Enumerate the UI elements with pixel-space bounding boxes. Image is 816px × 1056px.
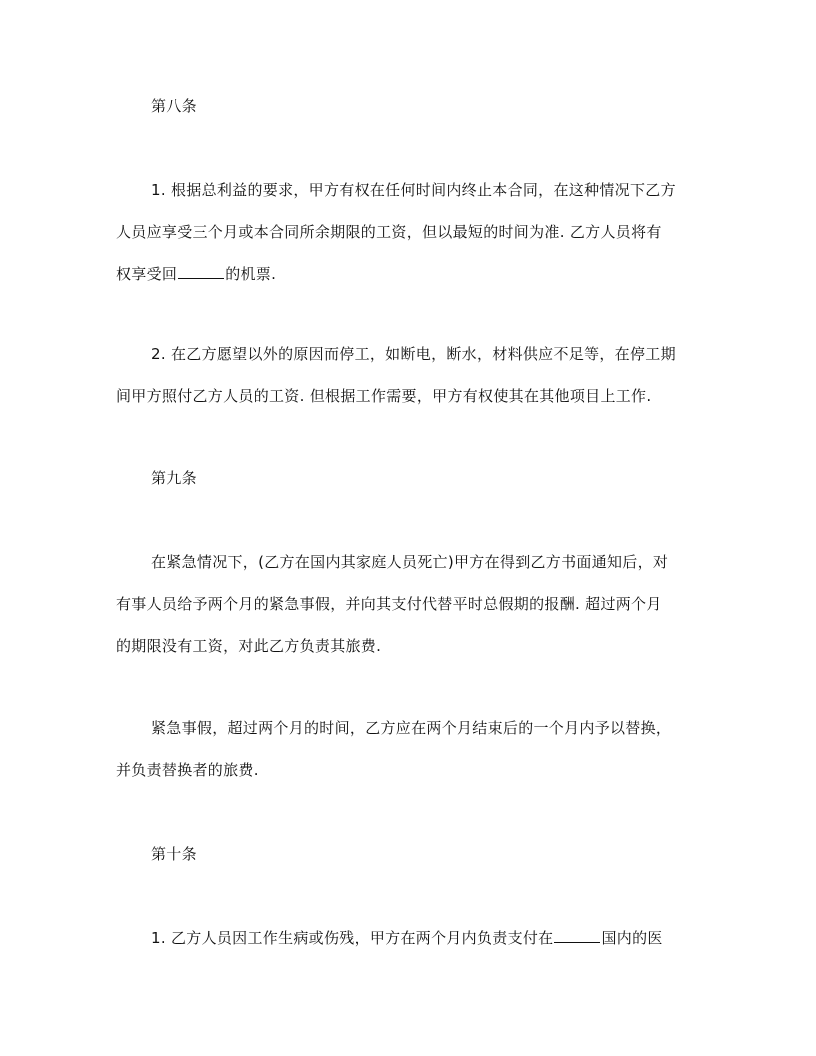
article-8-p2-line-1: 2. 在乙方愿望以外的原因而停工，如断电，断水，材料供应不足等，在停工期 (151, 345, 676, 363)
article-8-p1-line-3-end: 的机票. (225, 265, 277, 283)
article-8-p2-line-2: 间甲方照付乙方人员的工资. 但根据工作需要，甲方有权使其在其他项目上工作. (116, 387, 652, 405)
article-8-p1-line-2: 人员应享受三个月或本合同所余期限的工资，但以最短的时间为准. 乙方人员将有 (116, 223, 662, 241)
article-8-p1-line-1: 1. 根据总利益的要求，甲方有权在任何时间内终止本合同，在这种情况下乙方 (151, 181, 676, 199)
article-10-p1-line-1 (151, 928, 741, 948)
article-8-heading: 第八条 (151, 97, 197, 115)
article-9-p1-line-3: 的期限没有工资，对此乙方负责其旅费. (116, 637, 382, 655)
article-9-heading: 第九条 (151, 469, 197, 487)
fill-in-blank (554, 928, 600, 943)
article-10-p1-line-1-start: 1. 乙方人员因工作生病或伤残，甲方在两个月内负责支付在 (151, 929, 554, 947)
article-9-p2-line-2: 并负责替换者的旅费. (116, 761, 259, 779)
article-9-p1-line-2: 有事人员给予两个月的紧急事假，并向其支付代替平时总假期的报酬. 超过两个月 (116, 595, 662, 613)
article-9-p2-line-1: 紧急事假，超过两个月的时间，乙方应在两个月结束后的一个月内予以替换， (151, 719, 672, 737)
fill-in-blank (178, 264, 224, 279)
article-10-heading: 第十条 (151, 845, 197, 863)
article-10-p1-line-1-end: 国内的医 (601, 929, 663, 947)
article-9-p1-line-1: 在紧急情况下，(乙方在国内其家庭人员死亡)甲方在得到乙方书面通知后，对 (151, 553, 669, 571)
article-8-p1-line-3 (116, 264, 706, 284)
article-8-p1-line-3-start: 权享受回 (116, 265, 178, 283)
